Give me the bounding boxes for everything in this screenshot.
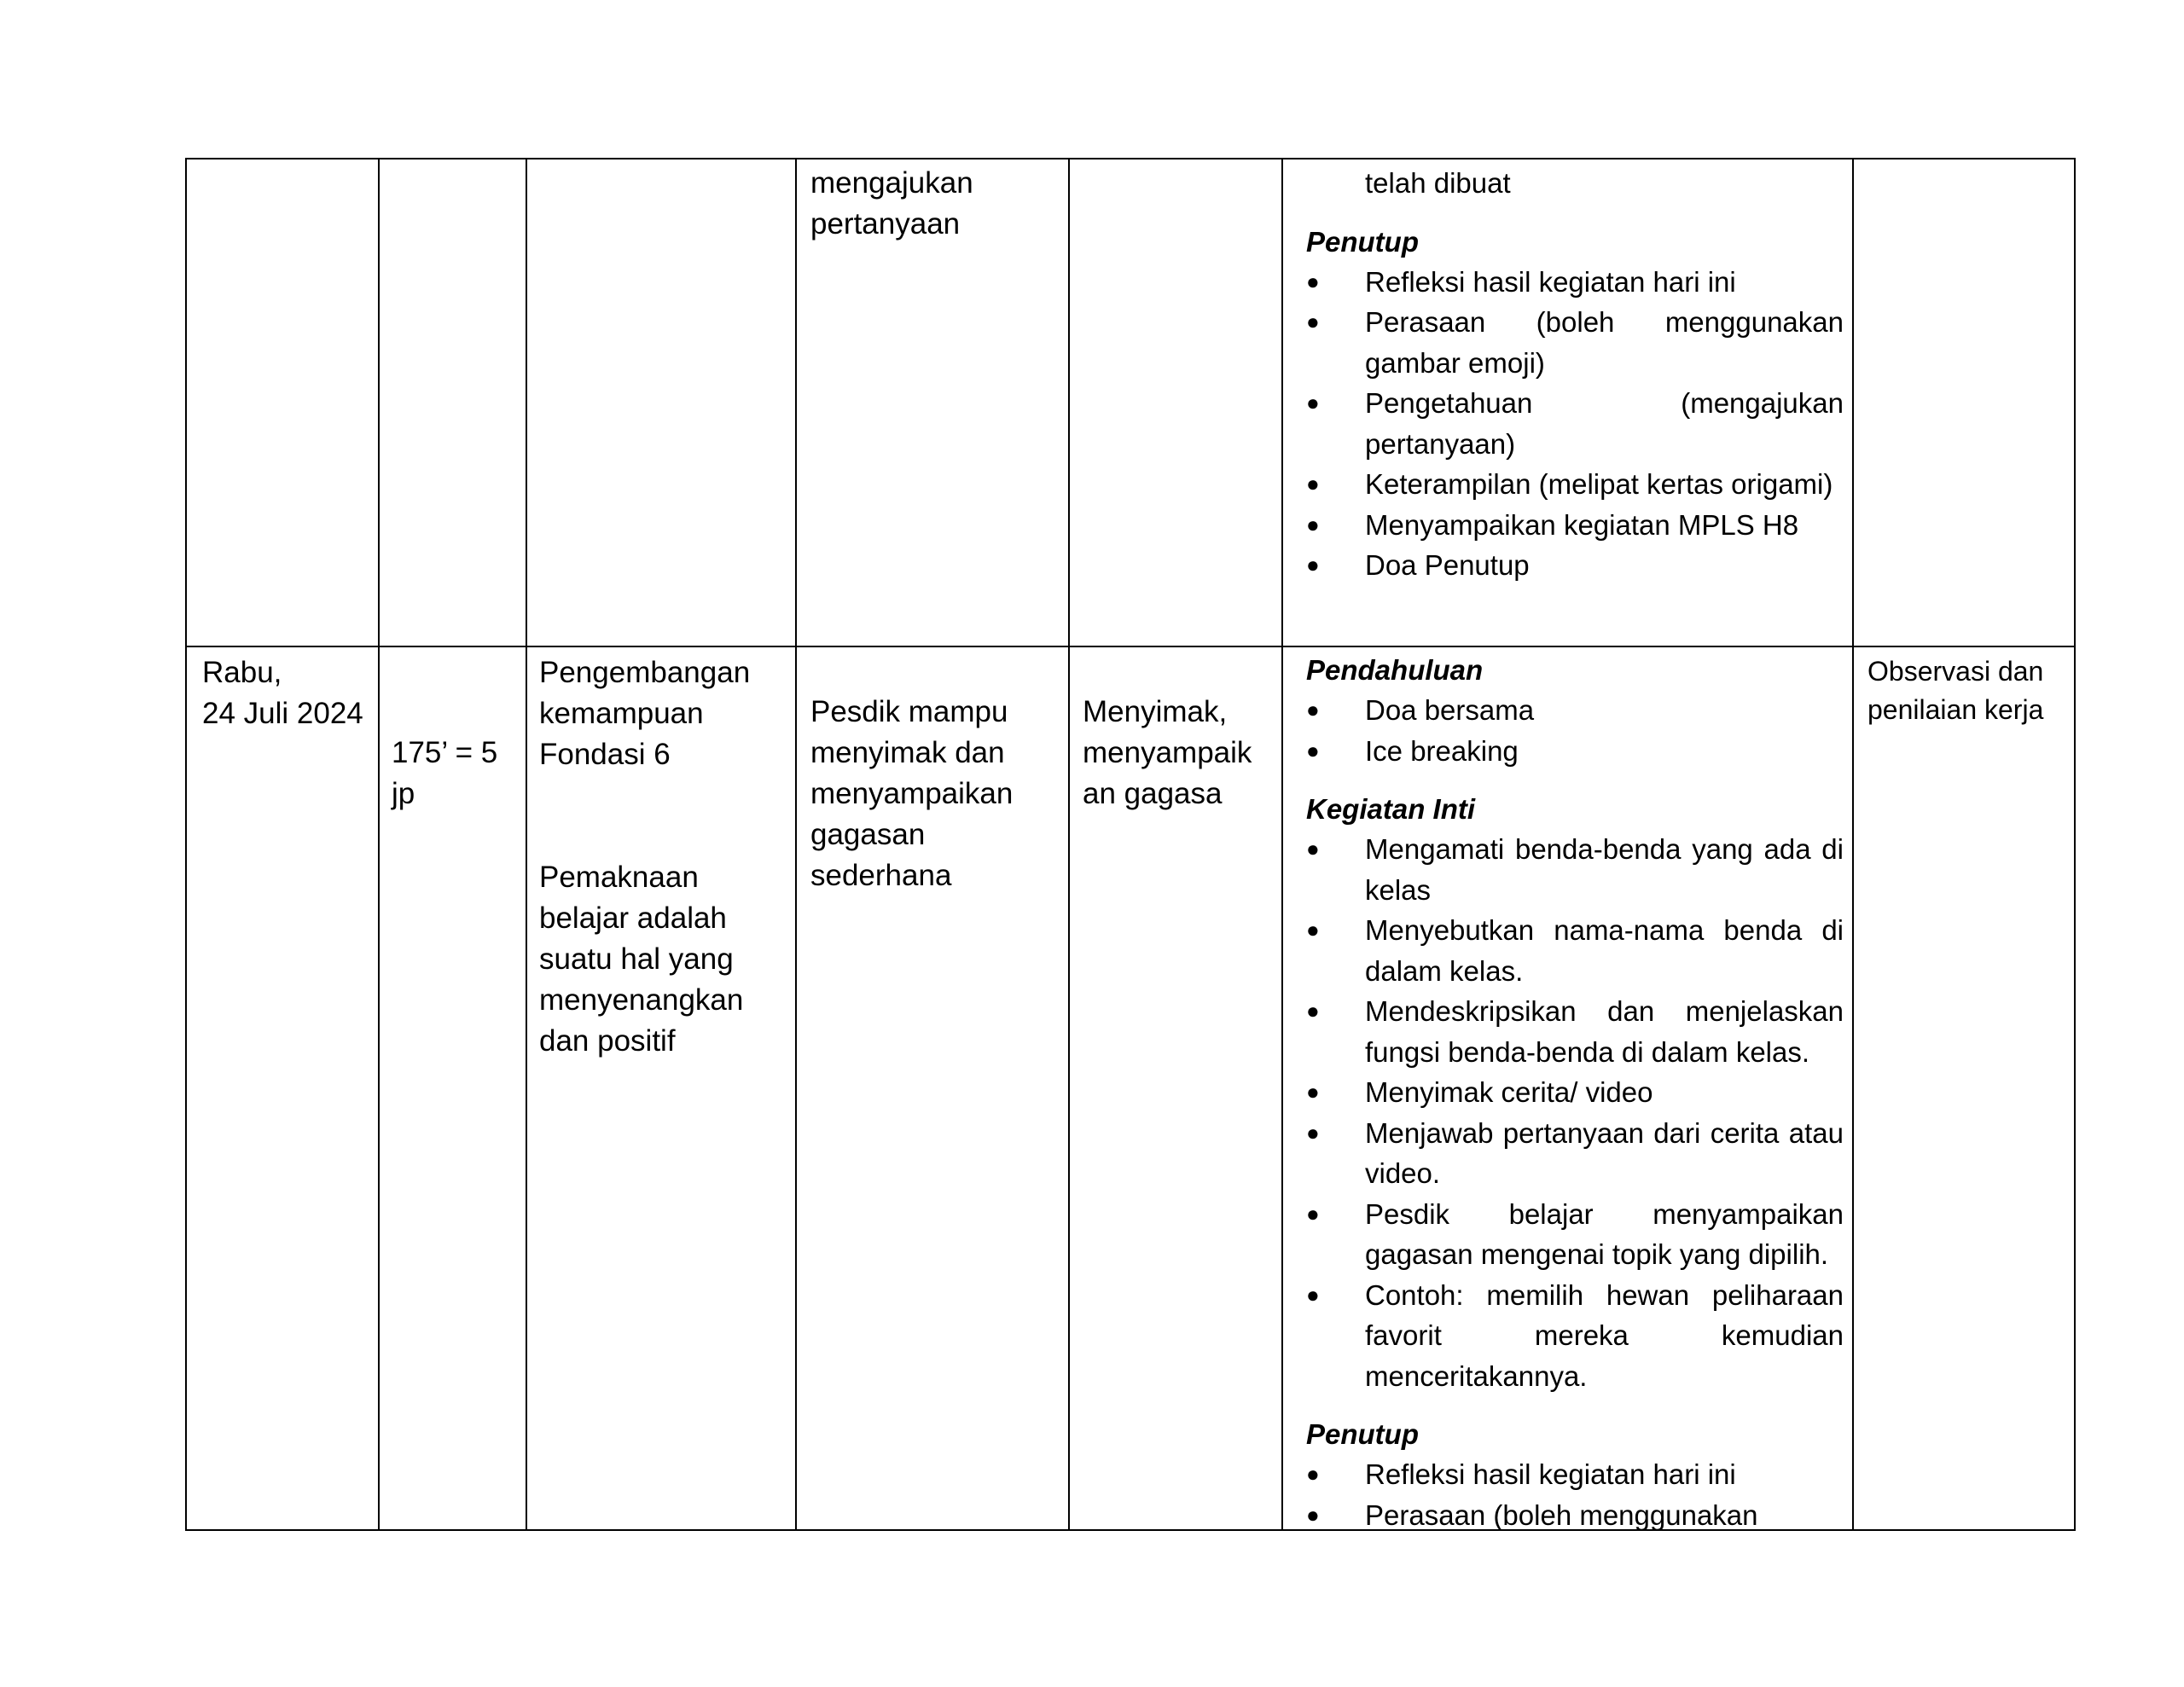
skill-cell: Menyimak, menyampaik an gagasa <box>1083 695 1252 810</box>
continued-line: telah dibuat <box>1365 167 1511 199</box>
column-divider <box>795 159 797 1529</box>
column-divider <box>1852 159 1854 1529</box>
penutup-heading: Penutup <box>1306 225 1419 258</box>
assessment-cell: Observasi dan penilaian kerja <box>1867 656 2044 725</box>
column-divider <box>1068 159 1070 1529</box>
topic-meaning: Pemaknaan belajar adalah suatu hal yang menyenangkan dan positif <box>539 861 744 1058</box>
penutup-list <box>1306 262 1844 586</box>
list-item: ● Refleksi hasil kegiatan hari ini <box>1306 262 1844 303</box>
topic-cell <box>539 652 791 1062</box>
column-divider <box>1281 159 1283 1529</box>
list-item: ● Pengetahuan (mengajukan pertanyaan) <box>1306 383 1844 464</box>
column-divider <box>526 159 527 1529</box>
penutup-list <box>1306 1454 1844 1535</box>
list-item: ● Keterampilan (melipat kertas origami) <box>1306 464 1844 505</box>
list-item: ● Perasaan (boleh menggunakan gambar emoji) <box>1306 302 1844 383</box>
kegiatan-inti-heading: Kegiatan Inti <box>1306 793 1476 825</box>
list-item: ● Perasaan (boleh menggunakan <box>1306 1495 1844 1536</box>
pendahuluan-heading: Pendahuluan <box>1306 654 1484 686</box>
list-item: ● Pesdik belajar menyampaikan gagasan mengenai topik yang dipilih. <box>1306 1194 1844 1275</box>
row2-activities-cell <box>1306 651 1844 1535</box>
time-allocation-cell: 175’ = 5 jp <box>392 736 498 810</box>
row1-activities-cell <box>1306 163 1844 586</box>
lesson-plan-table <box>185 158 2076 1531</box>
list-item: ● Mengamati benda-benda yang ada di kelas <box>1306 829 1844 910</box>
list-item: ● Mendeskripsikan dan menjelaskan fungsi benda-benda di dalam kelas. <box>1306 991 1844 1072</box>
objective-cell: Pesdik mampu menyimak dan menyampaikan gagasan sederhana <box>810 695 1014 892</box>
list-item: ● Menyampaikan kegiatan MPLS H8 <box>1306 505 1844 546</box>
column-divider <box>378 159 380 1529</box>
kegiatan-inti-list <box>1306 829 1844 1396</box>
penutup-heading: Penutup <box>1306 1418 1419 1450</box>
list-item: ● Refleksi hasil kegiatan hari ini <box>1306 1454 1844 1495</box>
list-item: ● Menjawab pertanyaan dari cerita atau video. <box>1306 1113 1844 1194</box>
pendahuluan-list <box>1306 690 1844 771</box>
topic-title: Pengembangan kemampuan Fondasi 6 <box>539 656 751 771</box>
row-divider <box>187 646 2074 647</box>
list-item: ● Menyebutkan nama-nama benda di dalam kelas. <box>1306 910 1844 991</box>
day-date-cell: Rabu, 24 Juli 2024 <box>202 656 363 730</box>
row1-objective-cell: mengajukan pertanyaan <box>810 166 973 241</box>
list-item: ● Contoh: memilih hewan peliharaan favorit mereka kemudian menceritakannya. <box>1306 1275 1844 1397</box>
list-item: ● Doa bersama <box>1306 690 1844 731</box>
list-item: ● Menyimak cerita/ video <box>1306 1072 1844 1113</box>
list-item: ● Doa Penutup <box>1306 545 1844 586</box>
list-item: ● Ice breaking <box>1306 731 1844 772</box>
